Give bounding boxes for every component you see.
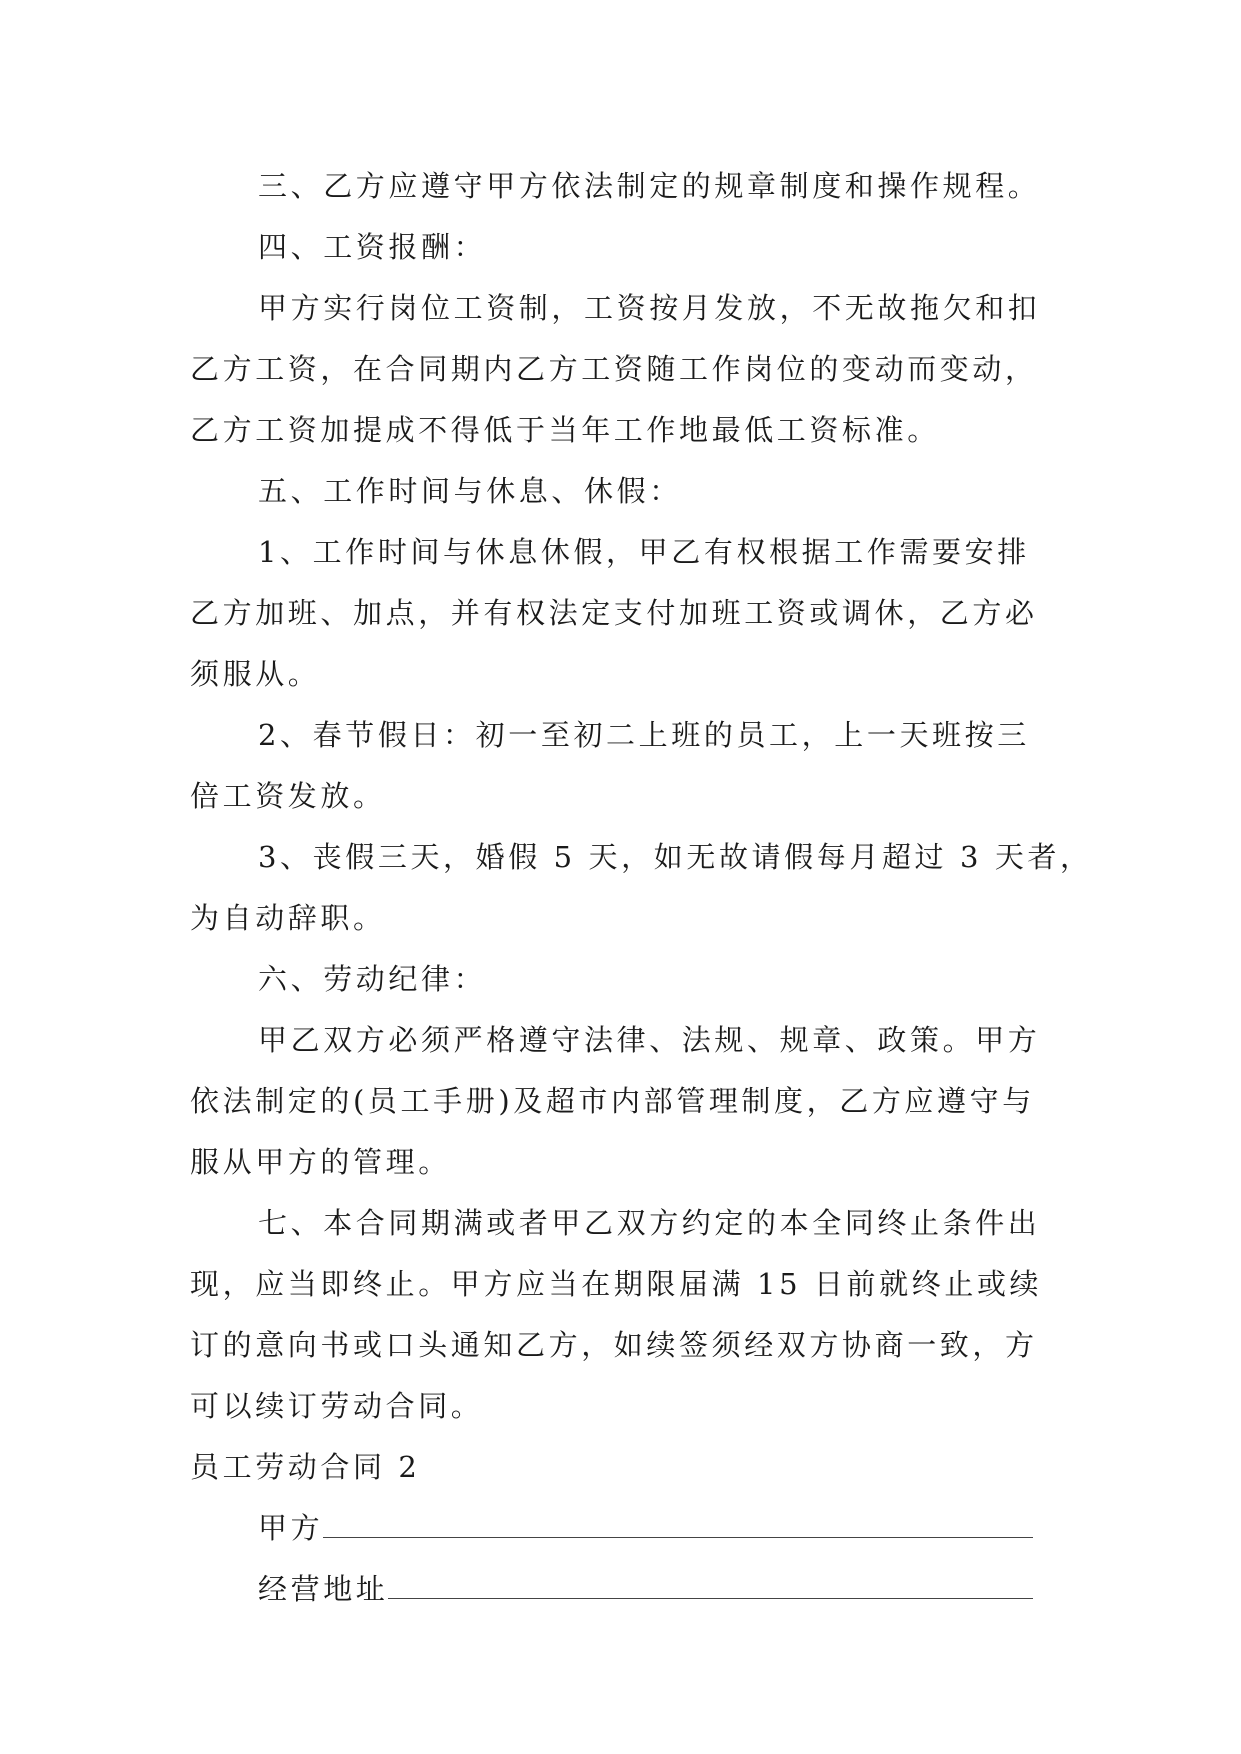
paragraph-line: 1、工作时间与休息休假，甲乙有权根据工作需要安排 [258,535,1030,569]
paragraph-line: 可以续订劳动合同。 [190,1389,484,1423]
paragraph-line: 乙方加班、加点，并有权法定支付加班工资或调休，乙方必 [190,596,1038,630]
paragraph-line: 乙方工资加提成不得低于当年工作地最低工资标准。 [190,413,940,447]
business-address-blank[interactable] [388,1572,1033,1599]
paragraph-line: 服从甲方的管理。 [190,1145,451,1179]
heading-work-hours: 五、工作时间与休息、休假： [258,474,682,508]
paragraph-line: 甲方实行岗位工资制，工资按月发放，不无故拖欠和扣 [258,291,1041,325]
section-title: 员工劳动合同 2 [190,1450,421,1484]
heading-discipline: 六、劳动纪律： [258,962,487,996]
paragraph-line: 现，应当即终止。甲方应当在期限届满 15 日前就终止或续 [190,1267,1043,1301]
paragraph-line: 3、丧假三天，婚假 5 天，如无故请假每月超过 3 天者， [258,840,1093,874]
paragraph-line: 2、春节假日：初一至初二上班的员工，上一天班按三 [258,718,1030,752]
paragraph-line: 依法制定的(员工手册)及超市内部管理制度，乙方应遵守与 [190,1084,1035,1118]
paragraph-line: 订的意向书或口头通知乙方，如续签须经双方协商一致，方 [190,1328,1038,1362]
paragraph-line: 甲乙双方必须严格遵守法律、法规、规章、政策。甲方 [258,1023,1041,1057]
heading-salary: 四、工资报酬： [258,230,487,264]
paragraph-line: 倍工资发放。 [190,779,386,813]
clause-7: 七、本合同期满或者甲乙双方约定的本全同终止条件出 [258,1206,1041,1240]
party-a-label: 甲方 [258,1511,324,1545]
party-a-field [258,1510,1158,1546]
paragraph-line: 须服从。 [190,657,321,691]
business-address-field [258,1571,1158,1607]
paragraph-line: 乙方工资，在合同期内乙方工资随工作岗位的变动而变动， [190,352,1038,386]
business-address-label: 经营地址 [258,1572,389,1606]
clause-3: 三、乙方应遵守甲方依法制定的规章制度和操作规程。 [258,169,1041,203]
paragraph-line: 为自动辞职。 [190,901,386,935]
party-a-blank[interactable] [323,1511,1033,1538]
